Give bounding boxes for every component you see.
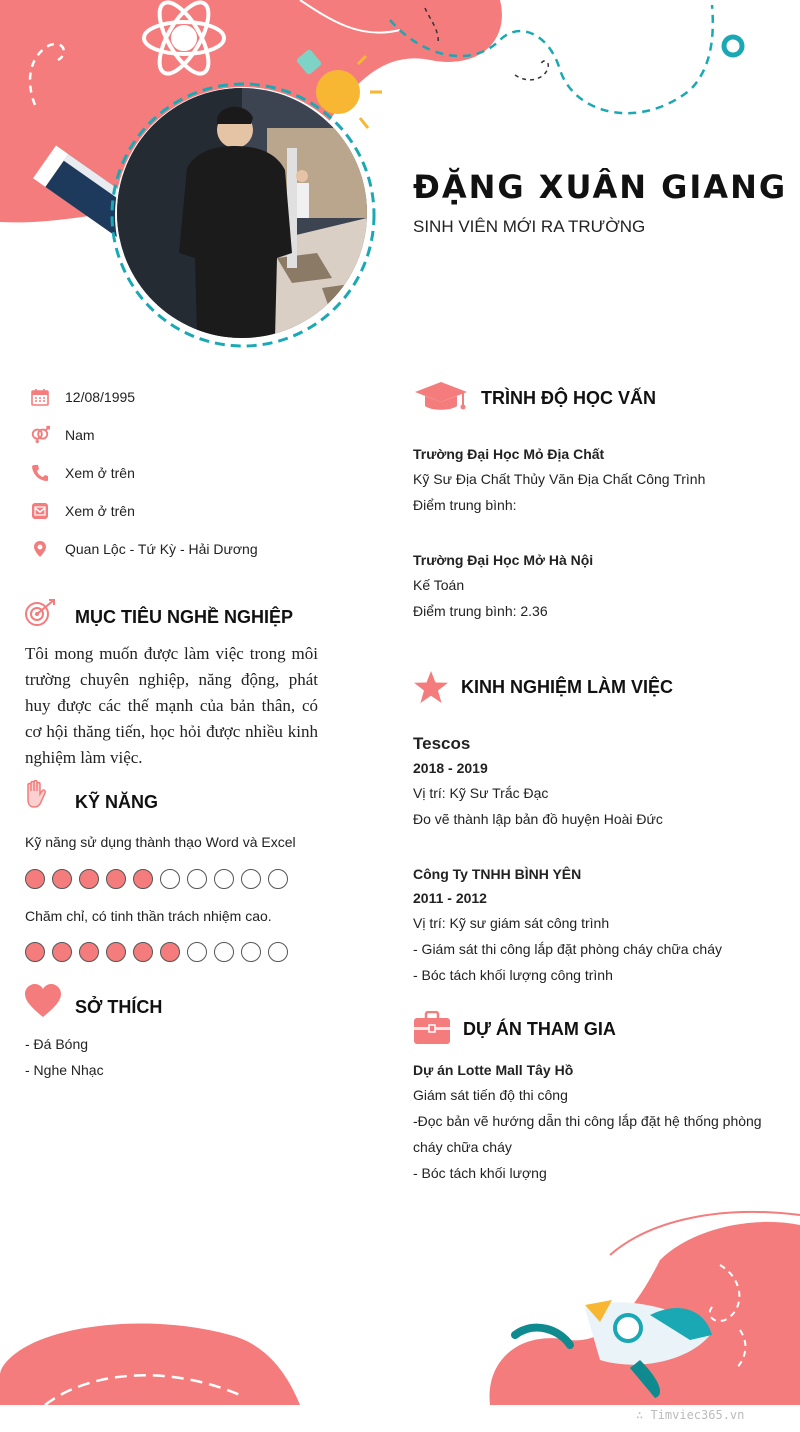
objective-title: MỤC TIÊU NGHỀ NGHIỆP	[75, 607, 294, 627]
rating-dot-empty	[241, 869, 261, 889]
education-1-gpa: Điểm trung bình:	[413, 497, 517, 513]
rating-dot-filled	[106, 942, 126, 962]
rating-dot-filled	[133, 942, 153, 962]
hobby-item: - Nghe Nhạc	[25, 1062, 104, 1078]
candidate-name: ĐẶNG XUÂN GIANG	[413, 168, 788, 206]
phone-text: Xem ở trên	[65, 465, 135, 481]
contact-address	[30, 538, 258, 560]
rating-dot-empty	[241, 942, 261, 962]
graduation-cap-icon	[413, 380, 469, 419]
birthdate-text: 12/08/1995	[65, 389, 136, 405]
rating-dot-filled	[106, 869, 126, 889]
hand-icon	[24, 780, 48, 815]
rating-dot-empty	[214, 869, 234, 889]
star-icon	[413, 670, 449, 709]
target-icon	[24, 598, 58, 633]
rating-dot-filled	[25, 942, 45, 962]
calendar-icon	[30, 387, 50, 407]
education-title: TRÌNH ĐỘ HỌC VẤN	[481, 388, 656, 408]
phone-icon	[30, 463, 50, 483]
rating-dot-empty	[187, 869, 207, 889]
rating-dot-empty	[268, 869, 288, 889]
experience-2-period: 2011 - 2012	[413, 890, 487, 906]
project-line: -Đọc bản vẽ hướng dẫn thi công lắp đặt hệ thống phòng cháy chữa cháy	[413, 1113, 762, 1155]
rating-dot-filled	[79, 869, 99, 889]
skills-title: KỸ NĂNG	[75, 792, 159, 812]
candidate-title: SINH VIÊN MỚI RA TRƯỜNG	[413, 217, 646, 236]
rating-dot-empty	[268, 942, 288, 962]
hobbies-title: SỞ THÍCH	[75, 997, 163, 1017]
rating-dot-empty	[160, 869, 180, 889]
profile-photo	[117, 88, 367, 338]
objective-text: Tôi mong muốn được làm việc trong môi trường chuyên nghiệp, năng động, phát huy được các thế mạnh của bản thân, có cơ hội thăng tiến, học hỏi được nhiều kinh nghiệm làm việc.	[25, 644, 318, 767]
site-watermark[interactable]: ∴ Timviec365.vn	[636, 1408, 745, 1422]
gender-icon	[30, 425, 50, 445]
experience-title: KINH NGHIỆM LÀM VIỆC	[461, 677, 674, 697]
education-1-major: Kỹ Sư Địa Chất Thủy Văn Địa Chất Công Trình	[413, 471, 706, 487]
heart-icon	[24, 984, 62, 1023]
address-text: Quan Lộc - Tứ Kỳ - Hải Dương	[65, 541, 258, 557]
contact-phone	[30, 462, 135, 484]
experience-1-line: Đo vẽ thành lập bản đồ huyện Hoài Đức	[413, 811, 663, 827]
experience-1-company: Tescos	[413, 734, 471, 753]
skill-2-text: Chăm chỉ, có tinh thần trách nhiệm cao.	[25, 908, 272, 924]
contact-gender	[30, 424, 95, 446]
experience-2-company: Công Ty TNHH BÌNH YÊN	[413, 866, 582, 882]
experience-2-line: Vị trí: Kỹ sư giám sát công trình	[413, 915, 610, 931]
experience-1-period: 2018 - 2019	[413, 760, 488, 776]
education-1-school: Trường Đại Học Mỏ Địa Chất	[413, 446, 605, 462]
experience-2-line: - Bóc tách khối lượng công trình	[413, 967, 613, 983]
rating-dot-filled	[52, 942, 72, 962]
rating-dot-empty	[214, 942, 234, 962]
profile-photo-image	[117, 88, 367, 338]
rating-dot-filled	[160, 942, 180, 962]
project-line: - Bóc tách khối lượng	[413, 1165, 547, 1181]
rating-dot-empty	[187, 942, 207, 962]
rating-dot-filled	[133, 869, 153, 889]
email-icon	[30, 501, 50, 521]
education-2-major: Kế Toán	[413, 577, 465, 593]
location-pin-icon	[30, 539, 50, 559]
rating-dot-filled	[52, 869, 72, 889]
project-name: Dự án Lotte Mall Tây Hồ	[413, 1062, 574, 1078]
contact-email	[30, 500, 135, 522]
hobby-item: - Đá Bóng	[25, 1036, 89, 1052]
experience-2-line: - Giám sát thi công lắp đặt phòng cháy chữa cháy	[413, 941, 722, 957]
project-line: Giám sát tiến độ thi công	[413, 1087, 568, 1103]
skill-1-text: Kỹ năng sử dụng thành thạo Word và Excel	[25, 834, 296, 850]
rating-dot-filled	[79, 942, 99, 962]
rating-dot-filled	[25, 869, 45, 889]
skill-2-rating	[25, 942, 288, 962]
skill-1-rating	[25, 869, 288, 889]
briefcase-icon	[413, 1011, 451, 1050]
experience-1-line: Vị trí: Kỹ Sư Trắc Đạc	[413, 785, 549, 801]
education-2-gpa: Điểm trung bình: 2.36	[413, 603, 548, 619]
gender-text: Nam	[65, 427, 95, 443]
contact-birthdate	[30, 386, 135, 408]
projects-title: DỰ ÁN THAM GIA	[463, 1019, 616, 1039]
education-2-school: Trường Đại Học Mở Hà Nội	[413, 552, 594, 568]
email-text: Xem ở trên	[65, 503, 135, 519]
